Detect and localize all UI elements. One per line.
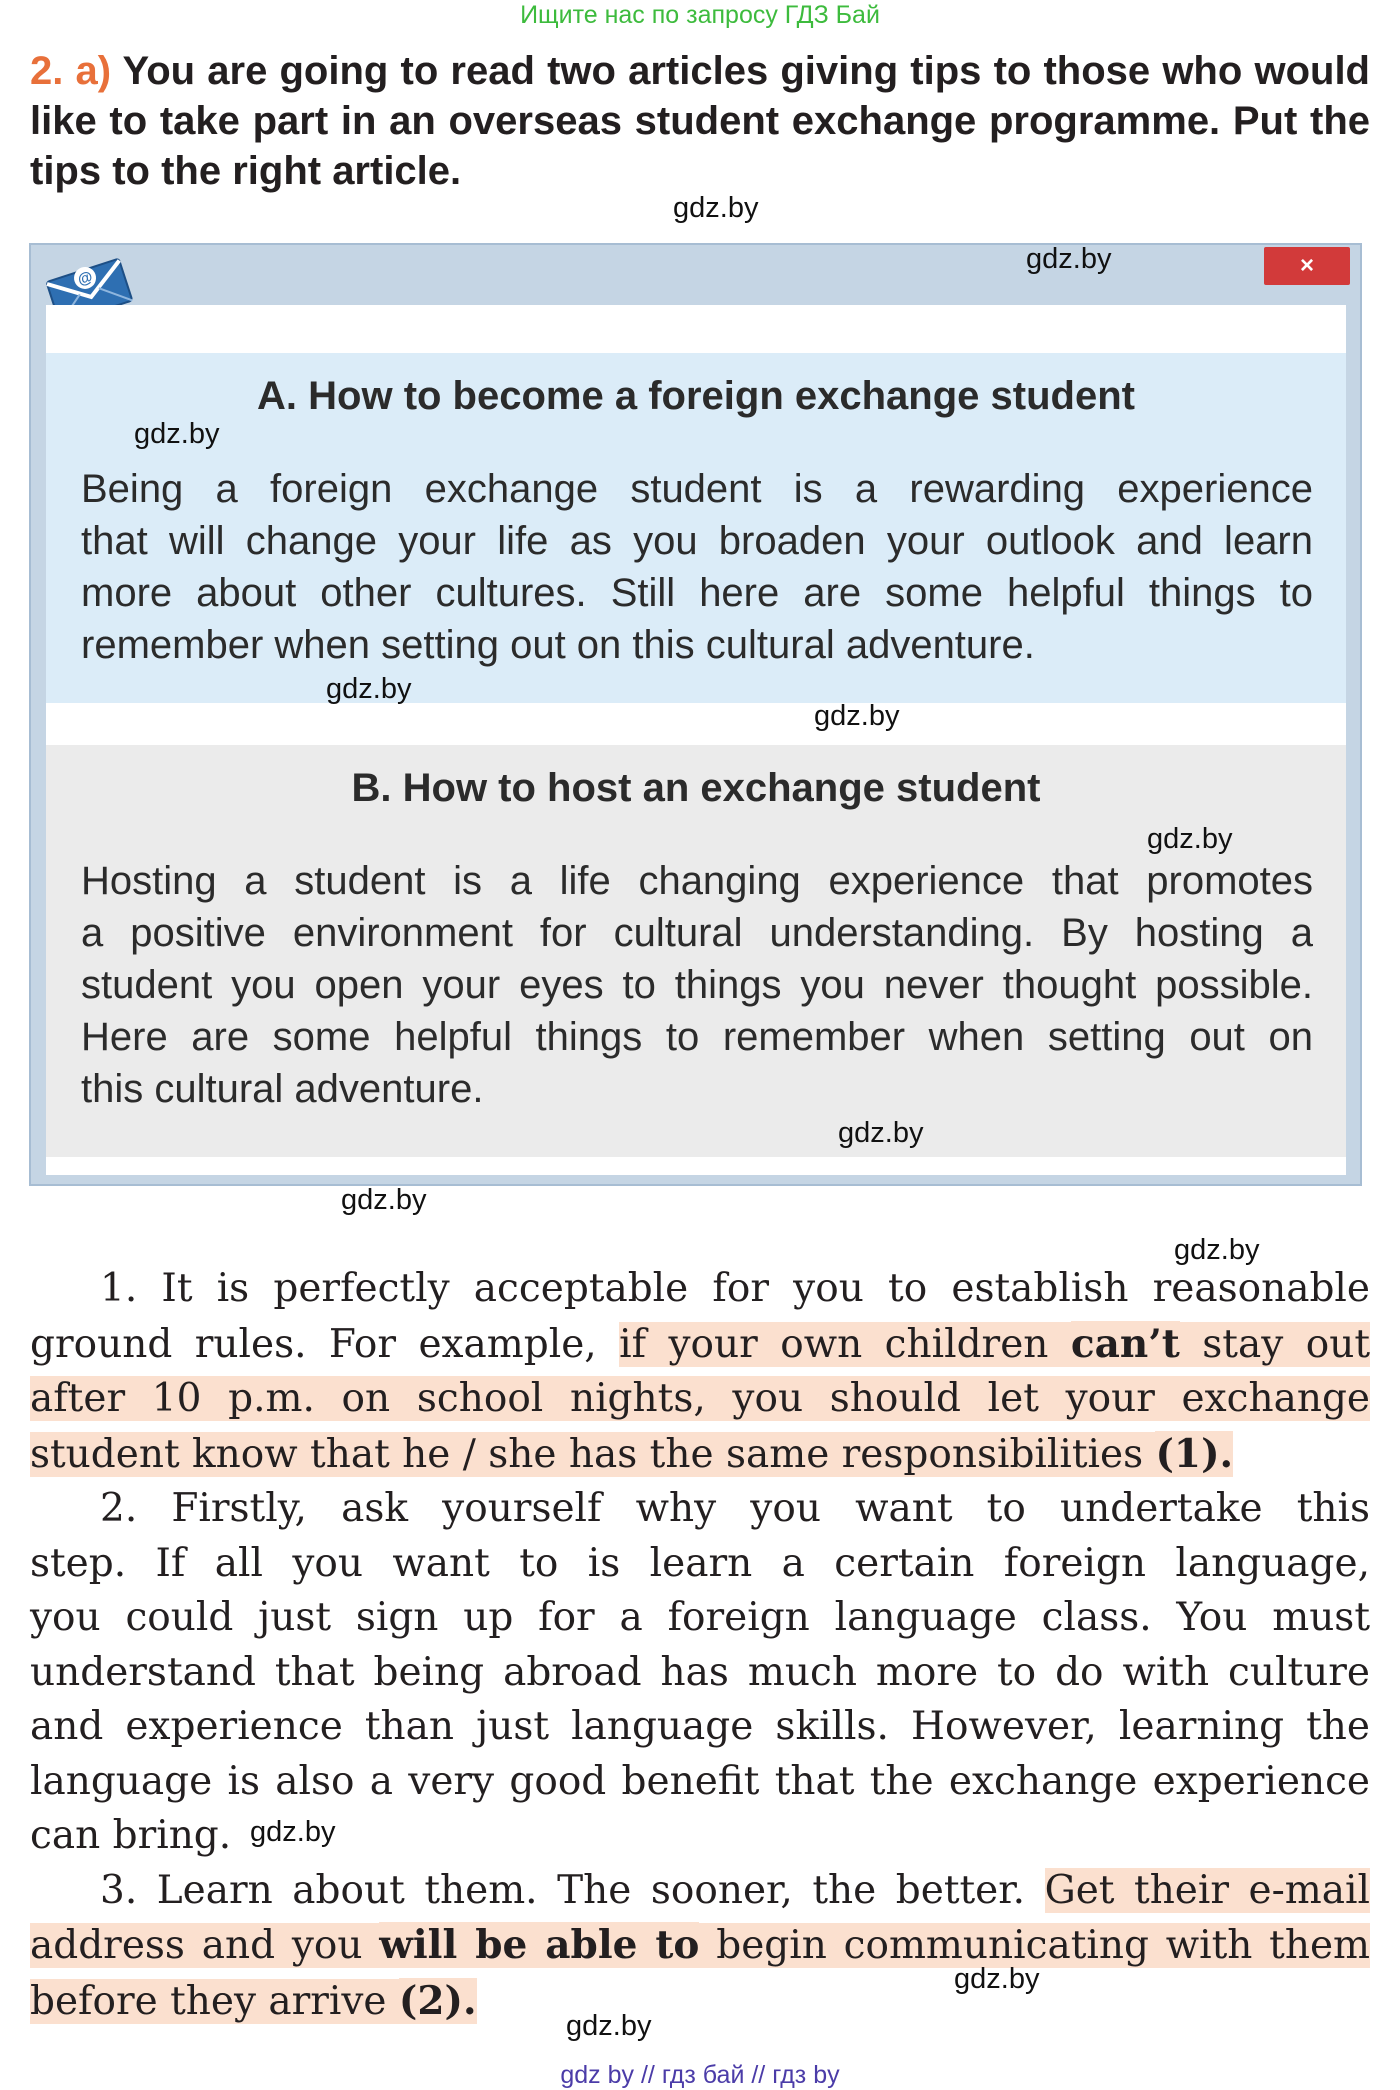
email-window bbox=[29, 243, 1362, 1186]
article-b-line: this cultural adventure. bbox=[81, 1067, 484, 1111]
text-span: 3. Learn about them. The sooner, the better. bbox=[100, 1867, 1045, 1913]
highlight: before they arrive bbox=[30, 1978, 399, 2024]
tip-2-line: understand that being abroad has much more to do with culture bbox=[30, 1649, 1370, 1695]
watermark: gdz.by bbox=[673, 192, 759, 224]
watermark: gdz.by bbox=[134, 418, 220, 450]
tip-3-line bbox=[30, 1974, 1370, 2030]
article-a-line: that will change your life as you broaden your outlook and learn bbox=[81, 519, 1313, 563]
tip-2-line: you could just sign up for a foreign language class. You must bbox=[30, 1595, 1370, 1640]
answer-gap-2: (2). bbox=[398, 1977, 477, 2024]
article-a-title: A. How to become a foreign exchange student bbox=[257, 374, 1135, 418]
watermark: gdz.by bbox=[814, 700, 900, 732]
tip-1-line bbox=[30, 1427, 1370, 1483]
highlight: after 10 p.m. on school nights, you should let your exchange bbox=[30, 1376, 1370, 1421]
text-span: ground rules. For example, bbox=[30, 1321, 620, 1367]
highlight-bold: will be able to bbox=[379, 1922, 700, 1968]
tips-text bbox=[30, 1262, 1370, 2029]
highlight: stay out bbox=[1179, 1321, 1370, 1367]
task-text: You are going to read two articles giving tips to those who would like to take part in an overseas student exchange programme. Put the tips to the right article. bbox=[30, 49, 1370, 193]
watermark: gdz.by bbox=[341, 1184, 427, 1216]
article-a bbox=[46, 353, 1346, 703]
highlight-bold: can’t bbox=[1070, 1320, 1180, 1367]
watermark: gdz.by bbox=[1147, 823, 1233, 855]
svg-text:@: @ bbox=[75, 268, 95, 289]
article-b-line: a positive environment for cultural understanding. By hosting a bbox=[81, 911, 1313, 955]
tip-3-line bbox=[30, 1864, 1370, 1919]
highlight: Get their e-mail bbox=[1044, 1867, 1370, 1913]
tip-2-line: can bring. bbox=[30, 1813, 232, 1858]
window-title-bar bbox=[31, 245, 1360, 305]
watermark: gdz.by bbox=[1026, 243, 1112, 275]
watermark: gdz.by bbox=[326, 673, 412, 705]
article-b-title: B. How to host an exchange student bbox=[351, 766, 1041, 810]
highlight: begin communicating with them bbox=[699, 1923, 1370, 1968]
article-b-line: Here are some helpful things to remember when setting out on bbox=[81, 1015, 1313, 1059]
article-a-line: Being a foreign exchange student is a rewarding experience bbox=[81, 467, 1313, 511]
article-b-line: student you open your eyes to things you never thought possible. bbox=[81, 963, 1313, 1007]
bottom-links[interactable]: gdz by // гдз бай // гдз by bbox=[560, 2061, 840, 2089]
watermark: gdz.by bbox=[1174, 1234, 1260, 1266]
tip-1-line bbox=[30, 1317, 1370, 1373]
tip-2-line: 2. Firstly, ask yourself why you want to undertake this bbox=[100, 1486, 1370, 1531]
answer-gap-1: (1). bbox=[1155, 1430, 1234, 1477]
watermark: gdz.by bbox=[838, 1117, 924, 1149]
top-banner: Ищите нас по запросу ГДЗ Бай bbox=[520, 1, 880, 29]
close-button[interactable]: × bbox=[1264, 247, 1350, 285]
tip-3-line bbox=[30, 1918, 1370, 1974]
article-a-line: more about other cultures. Still here are some helpful things to bbox=[81, 571, 1313, 615]
tip-2-line: step. If all you want to is learn a certain foreign language, bbox=[30, 1540, 1370, 1586]
article-b-body bbox=[81, 855, 1313, 1115]
highlight: address and you bbox=[30, 1923, 380, 1968]
tip-1-line: 1. It is perfectly acceptable for you to establish reasonable bbox=[100, 1266, 1370, 1311]
watermark: gdz.by bbox=[954, 1963, 1040, 1995]
highlight: if your own children bbox=[619, 1321, 1071, 1367]
highlight: student know that he / she has the same responsibilities bbox=[30, 1431, 1156, 1477]
watermark: gdz.by bbox=[566, 2010, 652, 2042]
watermark: gdz.by bbox=[250, 1816, 336, 1848]
task-heading bbox=[30, 46, 1370, 196]
article-b bbox=[46, 745, 1346, 1157]
tip-2-line: language is also a very good benefit that the exchange experience bbox=[30, 1758, 1370, 1804]
window-content bbox=[46, 305, 1346, 1175]
tip-2-line: and experience than just language skills. However, learning the bbox=[30, 1704, 1370, 1749]
article-a-line: remember when setting out on this cultural adventure. bbox=[81, 623, 1035, 667]
article-a-body bbox=[81, 463, 1313, 671]
article-b-line: Hosting a student is a life changing experience that promotes bbox=[81, 859, 1313, 903]
tip-1-line bbox=[30, 1372, 1370, 1427]
task-number: 2. a) bbox=[30, 49, 112, 93]
